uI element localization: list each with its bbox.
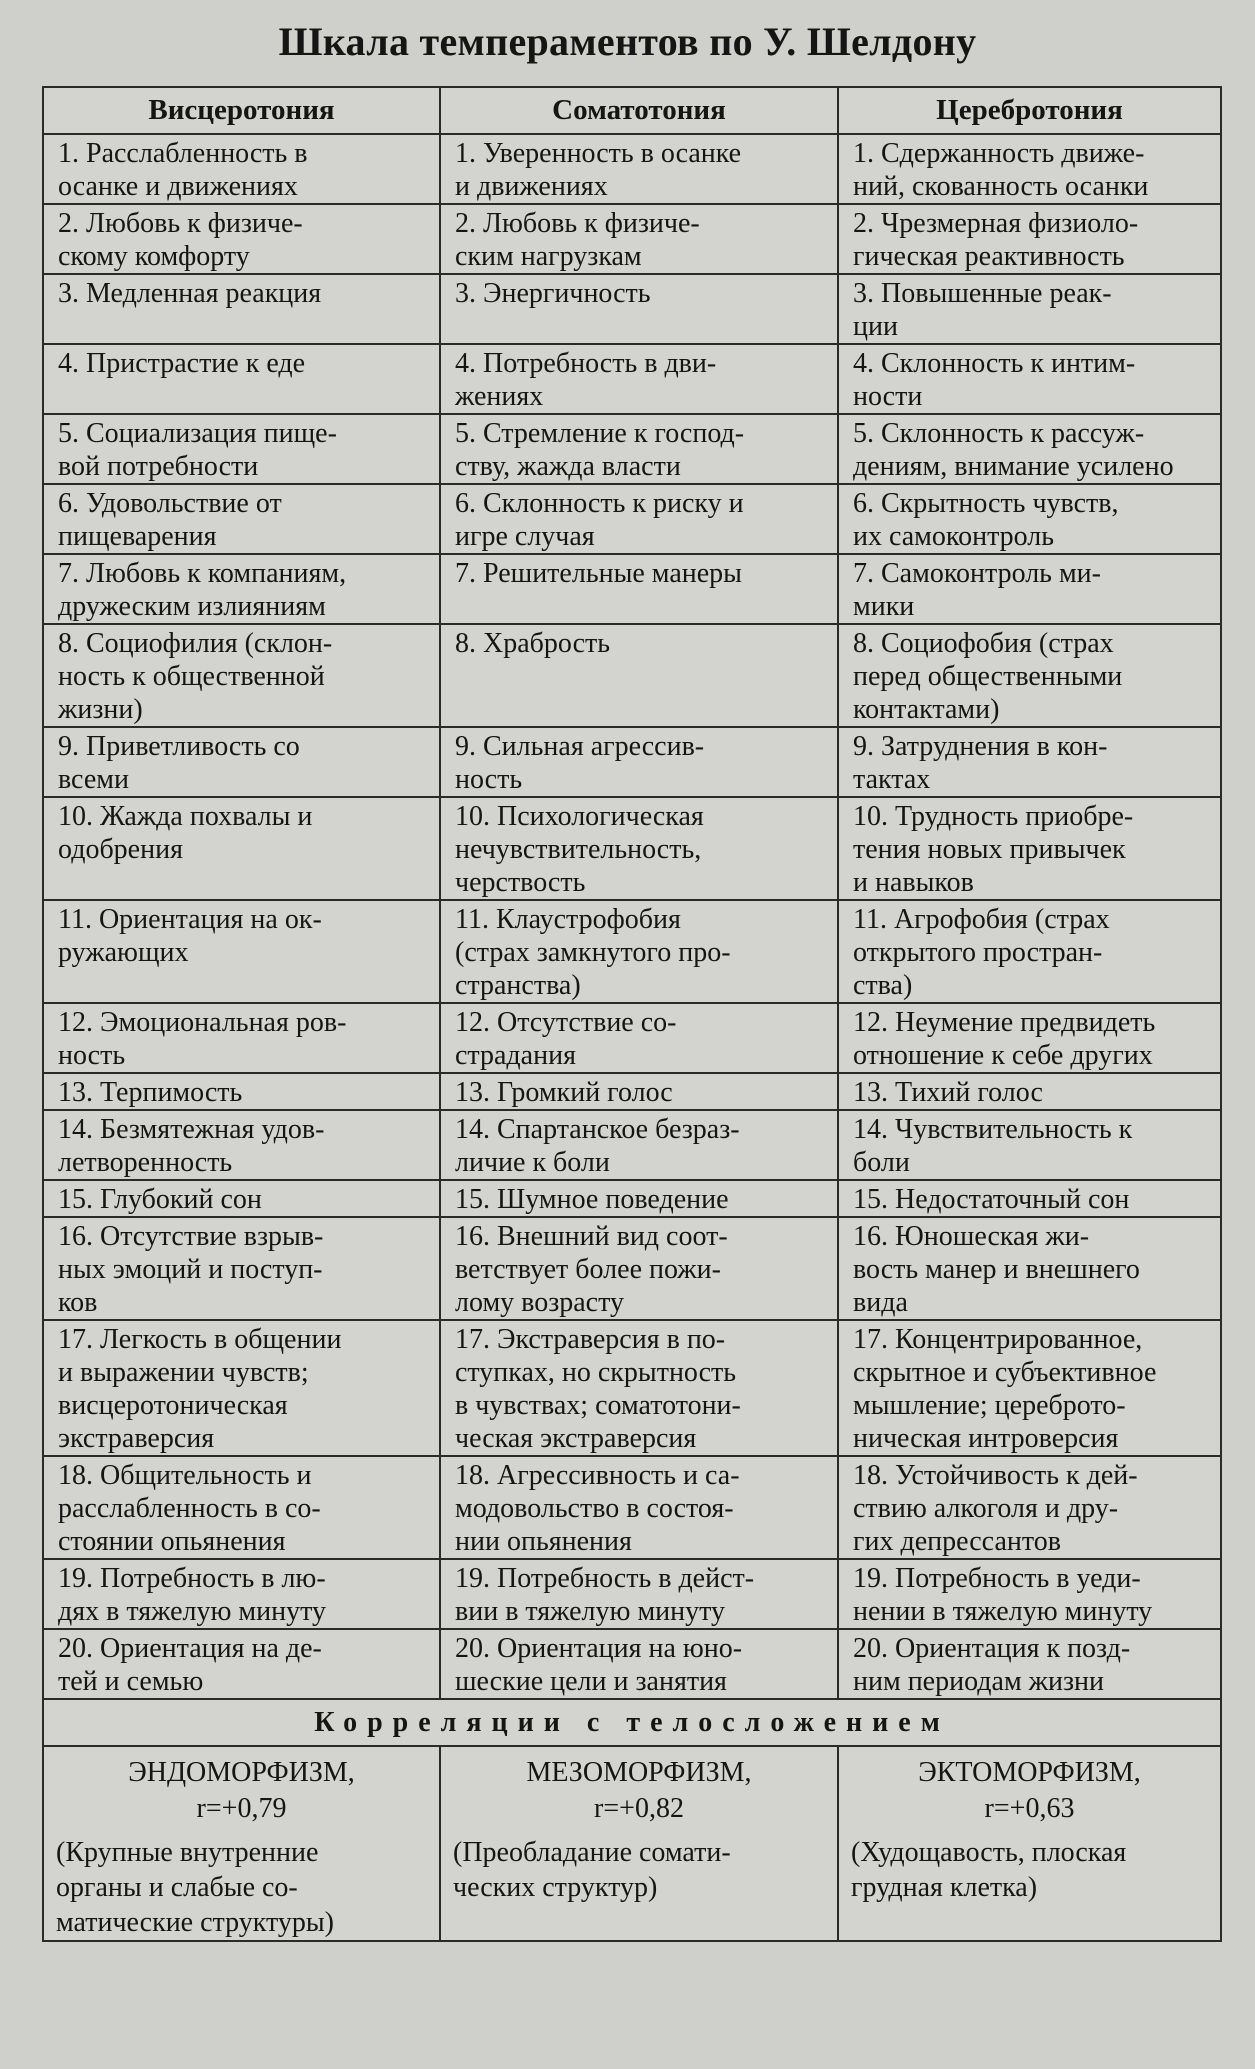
table-row (43, 414, 1221, 484)
cerebrotonia-cell: 13. Тихий голос (838, 1073, 1221, 1110)
table-row (43, 1073, 1221, 1110)
somatotonia-cell: 17. Экстраверсия в по- ступках, но скрытность в чувствах; соматотони- ческая экстраверсия (440, 1320, 838, 1456)
cerebrotonia-cell: 16. Юношеская жи- вость манер и внешнего вида (838, 1217, 1221, 1320)
viscerotonia-cell: 14. Безмятежная удов- летворенность (43, 1110, 440, 1180)
header-viscerotonia: Висцеротония (43, 87, 440, 134)
header-row (43, 87, 1221, 134)
somatotonia-cell: 12. Отсутствие со- страдания (440, 1003, 838, 1073)
morph-r: r=+0,82 (594, 1793, 684, 1824)
morph-desc: (Худощавость, плоская грудная клетка) (851, 1837, 1127, 1903)
cerebrotonia-cell: 17. Концентрированное, скрытное и субъективное мышление; цереброто- ническая интроверсия (838, 1320, 1221, 1456)
table-row (43, 1320, 1221, 1456)
viscerotonia-cell: 8. Социофилия (склон- ность к общественной жизни) (43, 624, 440, 727)
cerebrotonia-cell: 8. Социофобия (страх перед общественными контактами) (838, 624, 1221, 727)
table-row (43, 204, 1221, 274)
correlation-title-row (43, 1699, 1221, 1746)
cerebrotonia-cell: 11. Агрофобия (страх открытого простран- ства) (838, 900, 1221, 1003)
viscerotonia-cell: 2. Любовь к физиче- скому комфорту (43, 204, 440, 274)
somatotonia-cell: 10. Психологическая нечувствительность, черствость (440, 797, 838, 900)
morph-desc: (Крупные внутренние органы и слабые со- матические структуры) (56, 1837, 334, 1938)
endomorphism-cell (43, 1746, 440, 1941)
viscerotonia-cell: 17. Легкость в общении и выражении чувств; висцеротоническая экстраверсия (43, 1320, 440, 1456)
somatotonia-cell: 9. Сильная агрессив- ность (440, 727, 838, 797)
morph-name: ЭКТОМОРФИЗМ, (918, 1757, 1141, 1788)
viscerotonia-cell: 20. Ориентация на де- тей и семью (43, 1629, 440, 1699)
table-row (43, 727, 1221, 797)
cerebrotonia-cell: 20. Ориентация к позд- ним периодам жизни (838, 1629, 1221, 1699)
table-row (43, 344, 1221, 414)
morph-name: МЕЗОМОРФИЗМ, (526, 1757, 752, 1788)
header-somatotonia: Соматотония (440, 87, 838, 134)
cerebrotonia-cell: 19. Потребность в уеди- нении в тяжелую минуту (838, 1559, 1221, 1629)
viscerotonia-cell: 5. Социализация пище- вой потребности (43, 414, 440, 484)
morph-desc: (Преобладание сомати- ческих структур) (453, 1837, 731, 1903)
somatotonia-cell: 15. Шумное поведение (440, 1180, 838, 1217)
cerebrotonia-cell: 18. Устойчивость к дей- ствию алкоголя и дру- гих депрессантов (838, 1456, 1221, 1559)
table-row (43, 274, 1221, 344)
cerebrotonia-cell: 4. Склонность к интим- ности (838, 344, 1221, 414)
viscerotonia-cell: 15. Глубокий сон (43, 1180, 440, 1217)
table-row (43, 1456, 1221, 1559)
viscerotonia-cell: 9. Приветливость со всеми (43, 727, 440, 797)
cerebrotonia-cell: 3. Повышенные реак- ции (838, 274, 1221, 344)
table-row (43, 1110, 1221, 1180)
table-row (43, 1629, 1221, 1699)
viscerotonia-cell: 13. Терпимость (43, 1073, 440, 1110)
table-row (43, 624, 1221, 727)
somatotonia-cell: 4. Потребность в дви- жениях (440, 344, 838, 414)
somatotonia-cell: 11. Клаустрофобия (страх замкнутого про- странства) (440, 900, 838, 1003)
table-row (43, 134, 1221, 204)
somatotonia-cell: 18. Агрессивность и са- модовольство в состоя- нии опьянения (440, 1456, 838, 1559)
table-row (43, 797, 1221, 900)
somatotonia-cell: 7. Решительные манеры (440, 554, 838, 624)
viscerotonia-cell: 18. Общительность и расслабленность в со- стоянии опьянения (43, 1456, 440, 1559)
viscerotonia-cell: 12. Эмоциональная ров- ность (43, 1003, 440, 1073)
somatotonia-cell: 2. Любовь к физиче- ским нагрузкам (440, 204, 838, 274)
table-row (43, 1217, 1221, 1320)
viscerotonia-cell: 1. Расслабленность в осанке и движениях (43, 134, 440, 204)
cerebrotonia-cell: 5. Склонность к рассуж- дениям, внимание усилено (838, 414, 1221, 484)
cerebrotonia-cell: 7. Самоконтроль ми- мики (838, 554, 1221, 624)
cerebrotonia-cell: 15. Недостаточный сон (838, 1180, 1221, 1217)
table-row (43, 1559, 1221, 1629)
page-title: Шкала темпераментов по У. Шелдону (278, 19, 977, 64)
morph-r: r=+0,79 (196, 1793, 287, 1824)
table-row (43, 1180, 1221, 1217)
morph-r: r=+0,63 (984, 1793, 1075, 1824)
ectomorphism-cell (838, 1746, 1221, 1941)
mesomorphism-cell (440, 1746, 838, 1941)
viscerotonia-cell: 6. Удовольствие от пищеварения (43, 484, 440, 554)
somatotonia-cell: 14. Спартанское безраз- личие к боли (440, 1110, 838, 1180)
correlation-row (43, 1746, 1221, 1941)
cerebrotonia-cell: 6. Скрытность чувств, их самоконтроль (838, 484, 1221, 554)
table-row (43, 484, 1221, 554)
somatotonia-cell: 6. Склонность к риску и игре случая (440, 484, 838, 554)
viscerotonia-cell: 10. Жажда похвалы и одобрения (43, 797, 440, 900)
cerebrotonia-cell: 10. Трудность приобре- тения новых привычек и навыков (838, 797, 1221, 900)
morph-name: ЭНДОМОРФИЗМ, (128, 1757, 355, 1788)
viscerotonia-cell: 19. Потребность в лю- дях в тяжелую минуту (43, 1559, 440, 1629)
correlation-title: Корреляции с телосложением (43, 1699, 1221, 1746)
table-row (43, 900, 1221, 1003)
somatotonia-cell: 13. Громкий голос (440, 1073, 838, 1110)
viscerotonia-cell: 7. Любовь к компаниям, дружеским излияниям (43, 554, 440, 624)
cerebrotonia-cell: 1. Сдержанность движе- ний, скованность осанки (838, 134, 1221, 204)
somatotonia-cell: 5. Стремление к господ- ству, жажда власти (440, 414, 838, 484)
somatotonia-cell: 19. Потребность в дейст- вии в тяжелую минуту (440, 1559, 838, 1629)
header-cerebrotonia: Церебротония (838, 87, 1221, 134)
somatotonia-cell: 8. Храбрость (440, 624, 838, 727)
table-row (43, 1003, 1221, 1073)
viscerotonia-cell: 16. Отсутствие взрыв- ных эмоций и поступ- ков (43, 1217, 440, 1320)
cerebrotonia-cell: 9. Затруднения в кон- тактах (838, 727, 1221, 797)
viscerotonia-cell: 3. Медленная реакция (43, 274, 440, 344)
viscerotonia-cell: 11. Ориентация на ок- ружающих (43, 900, 440, 1003)
somatotonia-cell: 20. Ориентация на юно- шеские цели и занятия (440, 1629, 838, 1699)
cerebrotonia-cell: 12. Неумение предвидеть отношение к себе других (838, 1003, 1221, 1073)
somatotonia-cell: 3. Энергичность (440, 274, 838, 344)
viscerotonia-cell: 4. Пристрастие к еде (43, 344, 440, 414)
somatotonia-cell: 16. Внешний вид соот- ветствует более пожи- лому возрасту (440, 1217, 838, 1320)
somatotonia-cell: 1. Уверенность в осанке и движениях (440, 134, 838, 204)
cerebrotonia-cell: 2. Чрезмерная физиоло- гическая реактивность (838, 204, 1221, 274)
table-row (43, 554, 1221, 624)
temperament-table (42, 86, 1222, 1942)
cerebrotonia-cell: 14. Чувствительность к боли (838, 1110, 1221, 1180)
